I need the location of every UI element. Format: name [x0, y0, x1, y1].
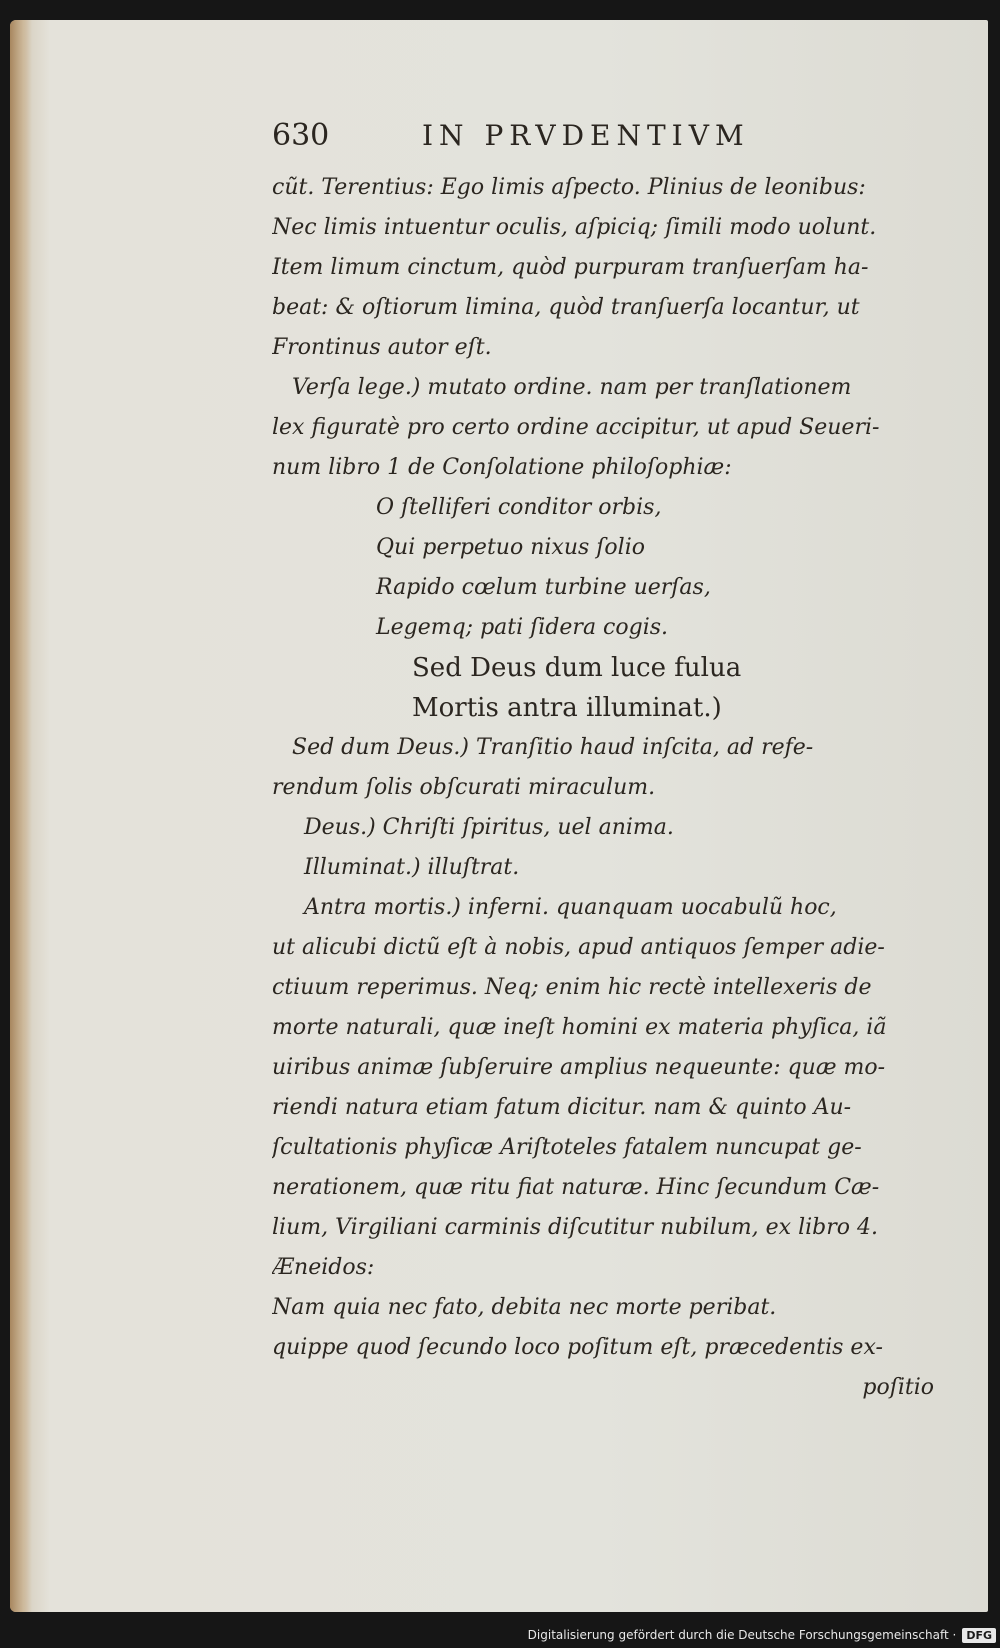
text-line: Frontinus autor eſt. — [272, 335, 492, 360]
text-line: ſcultationis phyſicæ Ariſtoteles fatalem nuncupat ge- — [272, 1135, 862, 1160]
text-line: Verſa lege.) mutato ordine. nam per tranſlationem — [292, 375, 852, 400]
text-line: riendi natura etiam fatum dicitur. nam & quinto Au- — [272, 1095, 852, 1120]
verse-line: O ſtelliferi conditor orbis, — [376, 495, 662, 520]
page-binding-edge — [10, 20, 32, 1612]
page-header — [272, 118, 940, 168]
text-line: beat: & oſtiorum limina, quòd tranſuerſa locantur, ut — [272, 295, 860, 320]
text-line: Nec limis intuentur oculis, aſpiciq; ſimili modo uolunt. — [272, 215, 877, 240]
lemma-line: Sed Deus dum luce fulua — [412, 653, 742, 683]
text-line: quippe quod ſecundo loco poſitum eſt, præcedentis ex- — [272, 1335, 883, 1360]
catchword: poſitio — [862, 1375, 934, 1400]
verse-line: Qui perpetuo nixus ſolio — [376, 535, 645, 560]
page-number: 630 — [272, 118, 330, 153]
text-line: num libro 1 de Conſolatione philoſophiæ: — [272, 455, 732, 480]
text-line: Deus.) Chriſti ſpiritus, uel anima. — [304, 815, 674, 840]
dfg-logo: DFG — [962, 1628, 996, 1643]
text-line: cũt. Terentius: Ego limis aſpecto. Plinius de leonibus: — [272, 175, 866, 200]
text-line: Nam quia nec fato, debita nec morte peribat. — [272, 1295, 777, 1320]
text-line: Antra mortis.) inferni. quanquam uocabulũ hoc, — [304, 895, 837, 920]
verse-line: Rapido cœlum turbine uerſas, — [376, 575, 711, 600]
page-text — [272, 118, 940, 1408]
text-line: lex figuratè pro certo ordine accipitur, ut apud Seueri- — [272, 415, 880, 440]
credit-text: Digitalisierung gefördert durch die Deutsche Forschungsgemeinschaft · — [527, 1628, 957, 1642]
text-line: Item limum cinctum, quòd purpuram tranſuerſam ha- — [272, 255, 869, 280]
text-line: Illuminat.) illuſtrat. — [304, 855, 520, 880]
verse-line: Legemq; pati ſidera cogis. — [376, 615, 669, 640]
text-line: ctiuum reperimus. Neq; enim hic rectè intellexeris de — [272, 975, 872, 1000]
text-line: lium, Virgiliani carminis diſcutitur nubilum, ex libro 4. — [272, 1215, 878, 1240]
text-line: nerationem, quæ ritu fiat naturæ. Hinc ſecundum Cæ- — [272, 1175, 880, 1200]
text-line: ut alicubi dictũ eſt à nobis, apud antiquos ſemper adie- — [272, 935, 885, 960]
text-line: Sed dum Deus.) Tranſitio haud inſcita, ad refe- — [292, 735, 814, 760]
digitization-credit — [528, 1624, 996, 1646]
text-line: Æneidos: — [272, 1255, 375, 1280]
running-title: IN PRVDENTIVM — [422, 119, 750, 152]
text-line: morte naturali, quæ ineſt homini ex materia phyſica, iã — [272, 1015, 887, 1040]
text-line: uiribus animæ ſubſeruire amplius nequeunte: quæ mo- — [272, 1055, 886, 1080]
text-line: rendum ſolis obſcurati miraculum. — [272, 775, 656, 800]
lemma-line: Mortis antra illuminat.) — [412, 693, 722, 723]
